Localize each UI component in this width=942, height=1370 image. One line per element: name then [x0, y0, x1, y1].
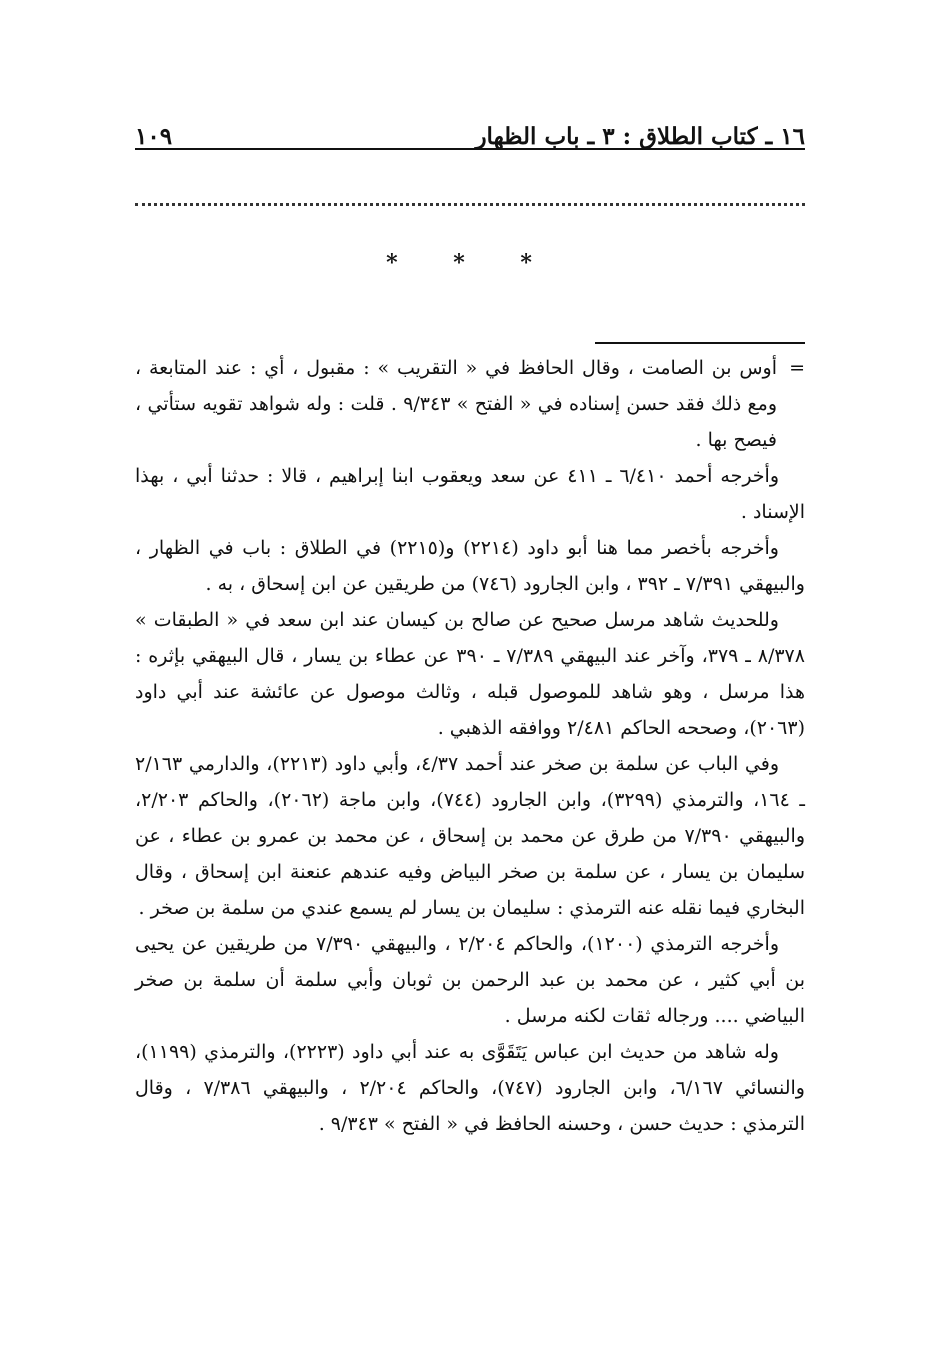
continuation-mark: = [789, 357, 805, 379]
footnote-paragraph: وله شاهد من حديث ابن عباس يَتَقَوَّى به عند أبي داود (٢٢٢٣)، والترمذي (١١٩٩)، والنسائي ٦/١٦٧، وابن الجارود (٧٤٧)، والحاكم ٢/٢٠٤ ، والبيهقي ٧/٣٨٦ ، وقال الترمذي : حديث حسن ، وحسنه الحافظ في « الفتح » ٩/٣٤٣ . [135, 1041, 805, 1135]
footnote-paragraph: وللحديث شاهد مرسل صحيح عن صالح بن كيسان عند ابن سعد في « الطبقات » ٨/٣٧٨ ـ ٣٧٩، وآخر عند البيهقي ٧/٣٨٩ ـ ٣٩٠ عن عطاء بن يسار ، قال البيهقي بإثره : هذا مرسل ، وهو شاهد للموصول قبله ، وثالث موصول عن عائشة عند أبي داود (٢٠٦٣)، وصححه الحاكم ٢/٤٨١ ووافقه الذهبي . [135, 609, 805, 739]
footnote-paragraph: وأخرجه أحمد ٦/٤١٠ ـ ٤١١ عن سعد ويعقوب ابنا إبراهيم ، قالا : حدثنا أبي ، بهذا الإسناد . [135, 465, 805, 523]
footnote-paragraph: أوس بن الصامت ، وقال الحافظ في « التقريب » : مقبول ، أي : عند المتابعة ، ومع ذلك فقد حسن إسناده في « الفتح » ٩/٣٤٣ . قلت : وله شواهد تقويه ستأتي ، فيصح بها . [135, 357, 777, 451]
page-header [135, 110, 805, 150]
dotted-separator [135, 203, 805, 206]
footnote-paragraph: وأخرجه الترمذي (١٢٠٠)، والحاكم ٢/٢٠٤ ، والبيهقي ٧/٣٩٠ من طريقين عن يحيى بن أبي كثير ، عن محمد بن عبد الرحمن بن ثوبان وأبي سلمة أن سلمة بن صخر البياضي .... ورجاله ثقات لكنه مرسل . [135, 933, 805, 1027]
header-rule [135, 148, 805, 150]
footnote-paragraph: وأخرجه بأخصر مما هنا أبو داود (٢٢١٤) و(٢٢١٥) في الطلاق : باب في الظهار ، والبيهقي ٧/٣٩١ ـ ٣٩٢ ، وابن الجارود (٧٤٦) من طريقين عن ابن إسحاق ، به . [135, 537, 805, 595]
footnotes-block [135, 350, 805, 1142]
running-head: ١٦ ـ كتاب الطلاق : ٣ ـ باب الظهار [475, 123, 805, 150]
footnote-rule [595, 342, 805, 344]
page-number: ١٠٩ [135, 123, 173, 150]
section-separator-stars: * * * [386, 250, 556, 276]
footnote-paragraph: وفي الباب عن سلمة بن صخر عند أحمد ٤/٣٧، وأبي داود (٢٢١٣)، والدارمي ٢/١٦٣ ـ ١٦٤، والترمذي (٣٢٩٩)، وابن الجارود (٧٤٤)، وابن ماجة (٢٠٦٢)، والحاكم ٢/٢٠٣، والبيهقي ٧/٣٩٠ من طرق عن محمد بن إسحاق ، عن محمد بن عمرو بن عطاء ، عن سليمان بن يسار ، عن سلمة بن صخر البياض وفيه عندهم عنعنة ابن إسحاق ، وقال البخاري فيما نقله عنه الترمذي : سليمان بن يسار لم يسمع عندي من سلمة بن صخر . [135, 753, 805, 919]
